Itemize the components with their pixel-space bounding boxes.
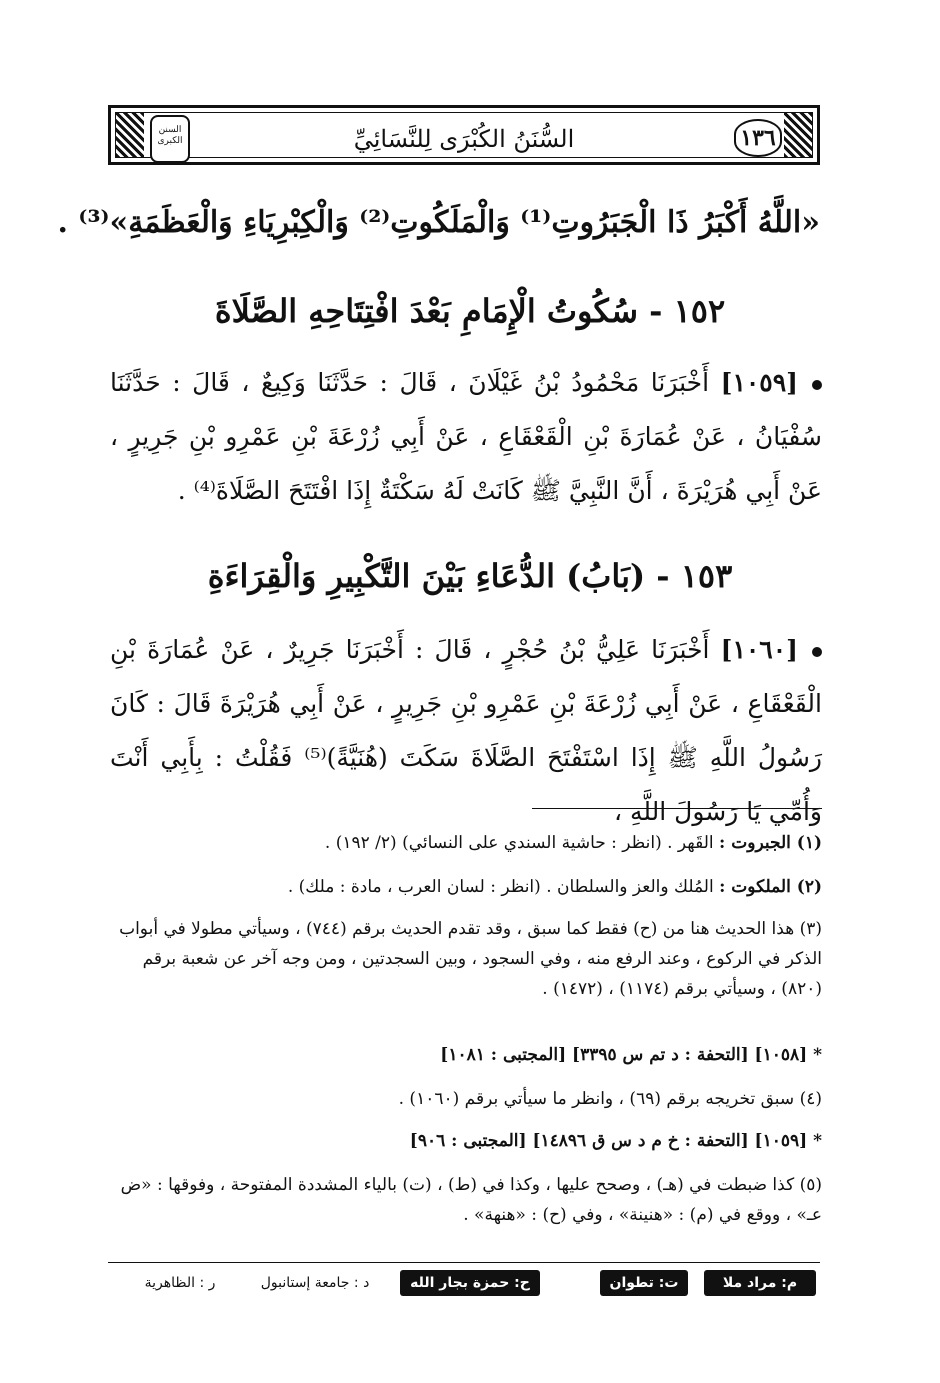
logo-text: السنن الكبرى	[157, 125, 183, 146]
footnote-text: المُلك والعز والسلطان . (انظر : لسان العرب ، مادة : ملك) .	[287, 877, 714, 897]
book-logo	[124, 115, 216, 163]
hadith-text: أَخْبَرَنَا مَحْمُودُ بْنُ غَيْلَانَ ، قَالَ : حَدَّثَنَا وَكِيعٌ ، قَالَ : حَدَّثَنَا سُفْيَانُ ، عَنْ عُمَارَةَ بْنِ الْقَعْقَاعِ ، عَنْ أَبِي زُرْعَةَ بْنِ عَمْرِو بْنِ جَرِيرٍ ، عَنْ أَبِي هُرَيْرَةَ ، أَنَّ النَّبِيَّ ﷺ كَانَتْ لَهُ سَكْتَةٌ إِذَا افْتَتَحَ الصَّلَاةَ⁽⁴⁾ .	[110, 368, 822, 505]
bullet-icon	[812, 647, 822, 657]
page-number: ١٣٦	[734, 119, 782, 157]
manuscript-tag-m: م: مراد ملا	[704, 1270, 816, 1296]
book-title: السُّنَنُ الكُبْرَى لِلنَّسَائِيِّ	[353, 125, 575, 153]
bottom-rule	[108, 1262, 820, 1263]
hadith-1059	[110, 356, 822, 518]
manuscript-label-r: ر : الظاهرية	[144, 1275, 216, 1291]
hadith-ref: [١٠٥٩]	[720, 368, 798, 397]
footnote-1	[110, 828, 822, 858]
running-header	[108, 105, 820, 165]
footnote-label: (١) الجبروت :	[719, 833, 822, 853]
bullet-icon	[812, 380, 822, 390]
footnote-5: (٥) كذا ضبطت في (هـ) ، وصحح عليها ، وكذا في (ط) ، (ت) بالياء المشددة المفتوحة ، وفوقها : «ض عـ» ، ووقع في (م) : «هنينة» ، وفي (ح) : «هنهة» .	[120, 1175, 822, 1225]
footnote-text: القَهر . (انظر : حاشية السندي على النسائي) (٢/ ١٩٢) .	[324, 833, 714, 853]
header-frame	[115, 112, 813, 158]
hadith-ref: [١٠٦٠]	[720, 635, 798, 664]
footnote-3: (٣) هذا الحديث هنا من (ح) فقط كما سبق ، وقد تقدم الحديث برقم (٧٤٤) ، وسيأتي مطولا في أبواب الذكر في الركوع ، وعند الرفع منه ، وفي السجود ، وبين السجدتين ، ومن وجه آخر عن شعبة برقم (٨٢٠) ، وسيأتي برقم (١١٧٤) ، (١٤٧٢) .	[119, 919, 822, 999]
tuhfa-ref-1058: * [١٠٥٨] [التحفة : د تم س ٣٣٩٥] [المجتبى : ١٠٨١]	[440, 1045, 822, 1065]
footnote-label: (٢) الملكوت :	[719, 877, 822, 897]
footnote-4: (٤) سبق تخريجه برقم (٦٩) ، وانظر ما سيأتي برقم (١٠٦٠) .	[398, 1089, 822, 1109]
page-number-box	[712, 115, 804, 163]
section-title-153: ١٥٣ - (بَابُ) الدُّعَاءِ بَيْنَ التَّكْبِيرِ وَالْقِرَاءَةِ	[207, 557, 733, 595]
hadith-text: أَخْبَرَنَا عَلِيُّ بْنُ حُجْرٍ ، قَالَ : أَخْبَرَنَا جَرِيرٌ ، عَنْ عُمَارَةَ بْنِ الْقَعْقَاعِ ، عَنْ أَبِي زُرْعَةَ بْنِ عَمْرِو بْنِ جَرِيرٍ ، عَنْ أَبِي هُرَيْرَةَ قَالَ : كَانَ رَسُولُ اللَّهِ ﷺ إِذَا اسْتَفْتَحَ الصَّلَاةَ سَكَتَ (هُنَيَّةً)⁽⁵⁾ فَقُلْتُ : بِأَبِي أَنْتَ وَأُمِّي يَا رَسُولَ اللَّهِ ،	[110, 635, 822, 826]
exclamation-line: «اللَّهُ أَكْبَرُ ذَا الْجَبَرُوتِ⁽¹⁾ وَالْمَلَكُوتِ⁽²⁾ وَالْكِبْرِيَاءِ وَالْعَظَمَةِ»⁽³⁾ .	[57, 205, 820, 240]
manuscript-label-d: د : جامعة إستانبول	[260, 1275, 370, 1291]
tuhfa-ref-1059: * [١٠٥٩] [التحفة : خ م د س ق ١٤٨٩٦] [المجتبى : ٩٠٦]	[409, 1131, 822, 1151]
manuscript-tag-h: ح: حمزة بجار الله	[400, 1270, 540, 1296]
logo-seal	[150, 115, 190, 163]
hadith-1060	[110, 623, 822, 839]
section-title-152: ١٥٢ - سُكُوتُ الْإِمَامِ بَعْدَ افْتِتَاحِهِ الصَّلَاةَ	[214, 292, 726, 330]
manuscript-tag-t: ت: تطوان	[600, 1270, 688, 1296]
footnote-2	[110, 872, 822, 902]
footnote-divider	[532, 808, 822, 809]
